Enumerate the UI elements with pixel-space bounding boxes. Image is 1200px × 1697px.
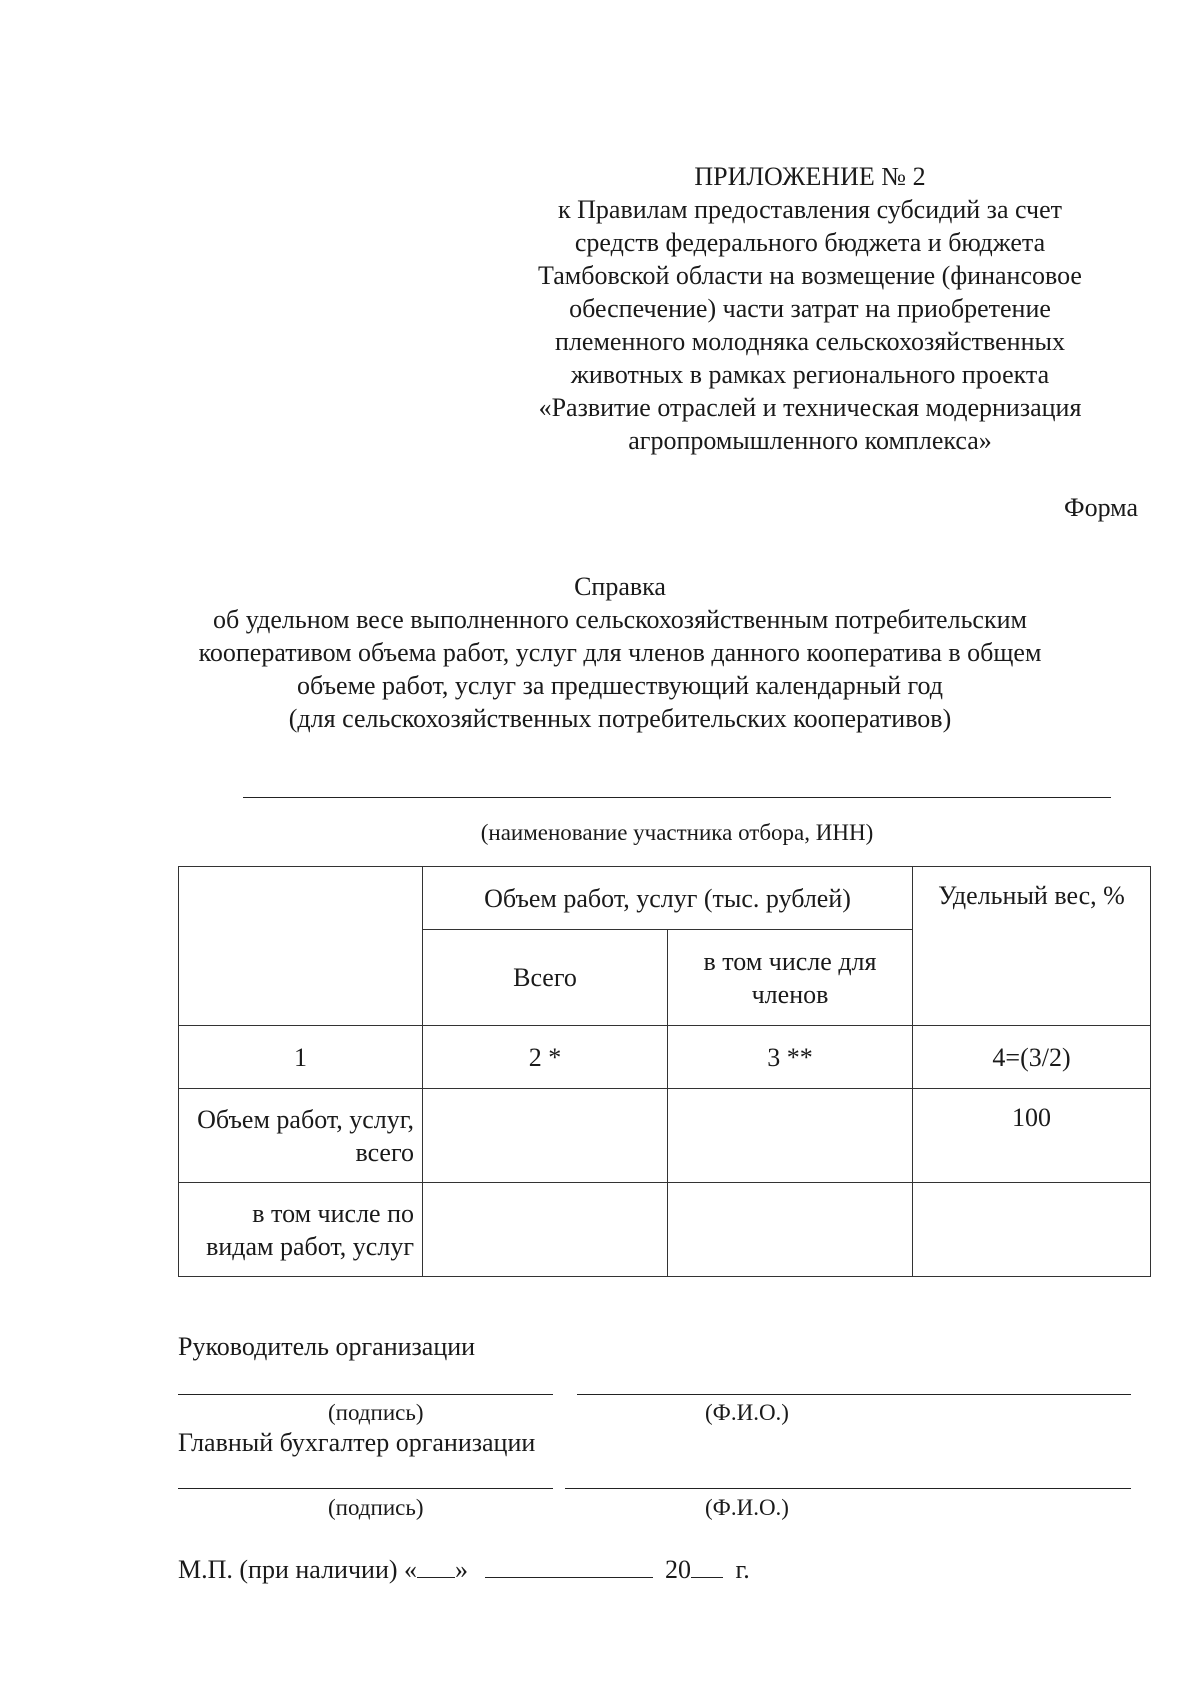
column-number: 1 <box>179 1026 423 1089</box>
title-line: об удельном весе выполненного сельскохозяйственным потребительским <box>213 605 1027 634</box>
appendix-block <box>480 160 1140 457</box>
head-signature-line[interactable] <box>178 1394 553 1395</box>
column-number: 2 * <box>423 1026 668 1089</box>
total-cell[interactable] <box>423 1089 668 1183</box>
appendix-heading: ПРИЛОЖЕНИЕ № 2 <box>694 162 926 191</box>
members-cell[interactable] <box>668 1183 913 1277</box>
share-cell[interactable] <box>913 1183 1151 1277</box>
share-cell[interactable]: 100 <box>913 1089 1151 1183</box>
appendix-line: племенного молодняка сельскохозяйственных <box>555 327 1065 356</box>
stamp-prefix: М.П. (при наличии) « <box>178 1555 418 1584</box>
accountant-signature-line[interactable] <box>178 1488 553 1489</box>
title-heading: Справка <box>574 572 666 601</box>
accountant-name-line[interactable] <box>565 1488 1131 1489</box>
title-line: кооперативом объема работ, услуг для членов данного кооператива в общем <box>198 638 1042 667</box>
appendix-line: Тамбовской области на возмещение (финансовое <box>538 261 1082 290</box>
column-number: 4=(3/2) <box>913 1026 1151 1089</box>
document-title <box>120 570 1120 735</box>
header-share: Удельный вес, % <box>913 867 1151 1026</box>
header-members: в том числе для членов <box>668 930 913 1026</box>
title-line: (для сельскохозяйственных потребительских кооперативов) <box>288 704 952 733</box>
year-blank[interactable] <box>691 1555 723 1578</box>
appendix-line: обеспечение) части затрат на приобретение <box>569 294 1051 323</box>
stamp-date-line <box>178 1555 750 1585</box>
members-cell[interactable] <box>668 1089 913 1183</box>
form-label: Форма <box>1064 493 1138 522</box>
appendix-line: средств федерального бюджета и бюджета <box>574 228 1046 257</box>
header-total: Всего <box>423 930 668 1026</box>
table-row <box>179 1183 1151 1277</box>
name-caption: (Ф.И.О.) <box>705 1495 789 1520</box>
participant-name-line[interactable] <box>243 797 1111 798</box>
header-empty-cell <box>179 867 423 1026</box>
day-blank[interactable] <box>417 1555 455 1578</box>
appendix-line: «Развитие отраслей и техническая модернизация <box>538 393 1082 422</box>
total-cell[interactable] <box>423 1183 668 1277</box>
column-number: 3 ** <box>668 1026 913 1089</box>
year-prefix: 20 <box>665 1555 692 1584</box>
name-caption: (Ф.И.О.) <box>705 1400 789 1425</box>
table-row <box>179 1089 1151 1183</box>
appendix-line: агропромышленного комплекса» <box>628 426 992 455</box>
row-label: Объем работ, услуг, всего <box>179 1089 423 1183</box>
participant-caption: (наименование участника отбора, ИНН) <box>480 820 874 845</box>
row-label: в том числе по видам работ, услуг <box>179 1183 423 1277</box>
appendix-line: животных в рамках регионального проекта <box>570 360 1050 389</box>
header-volume: Объем работ, услуг (тыс. рублей) <box>423 867 913 930</box>
month-blank[interactable] <box>485 1555 653 1578</box>
head-name-line[interactable] <box>577 1394 1131 1395</box>
accountant-label: Главный бухгалтер организации <box>178 1428 536 1457</box>
stamp-quote-close: » <box>455 1555 469 1584</box>
signature-caption: (подпись) <box>328 1400 424 1425</box>
year-suffix: г. <box>735 1555 750 1584</box>
data-table <box>178 866 1151 1277</box>
title-line: объеме работ, услуг за предшествующий календарный год <box>297 671 943 700</box>
head-label: Руководитель организации <box>178 1332 476 1361</box>
signature-caption: (подпись) <box>328 1495 424 1520</box>
appendix-line: к Правилам предоставления субсидий за счет <box>558 195 1062 224</box>
